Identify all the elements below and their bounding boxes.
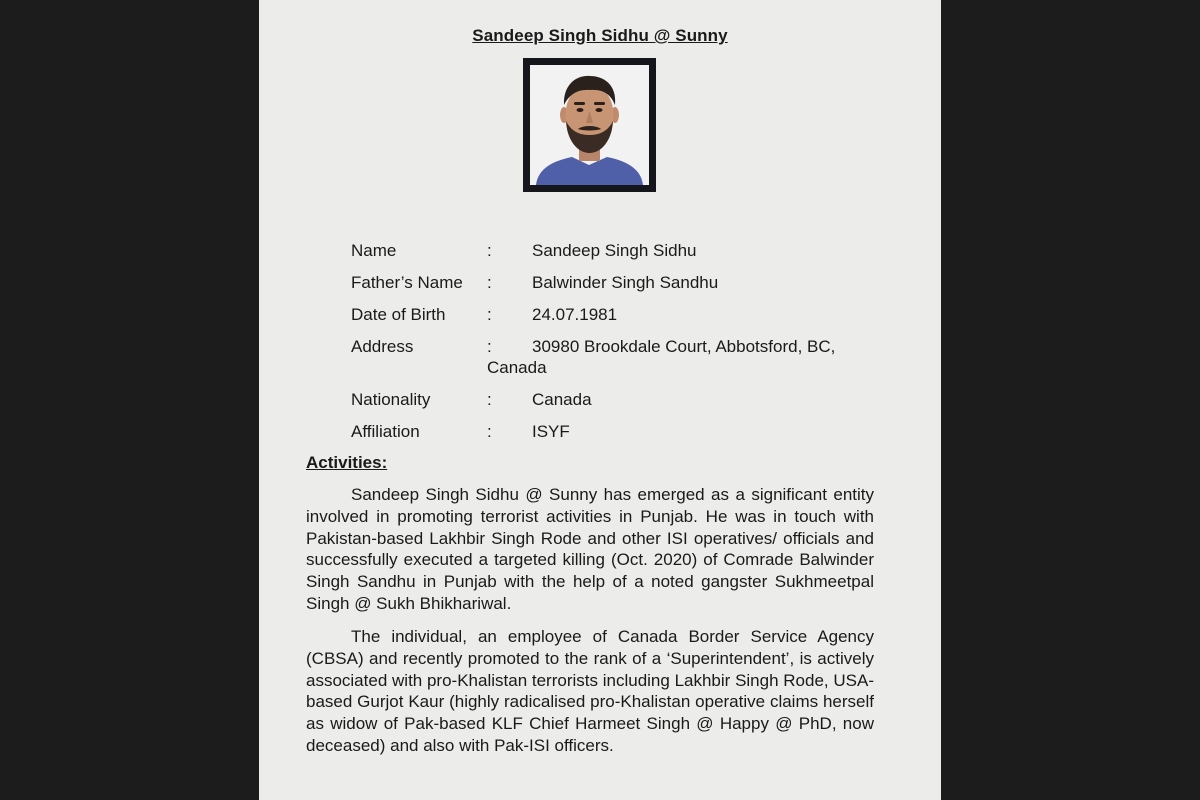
field-colon: :	[487, 305, 492, 324]
field-colon: :	[487, 390, 492, 409]
eyebrow-right	[594, 102, 605, 105]
field-label: Father’s Name	[351, 273, 463, 292]
eye-left	[577, 108, 584, 112]
field-value: Balwinder Singh Sandhu	[532, 273, 719, 292]
field-label: Name	[351, 241, 397, 260]
field-colon: :	[487, 241, 492, 260]
field-label: Date of Birth	[351, 305, 446, 324]
person-portrait-icon	[530, 65, 649, 185]
field-value-continuation: Canada	[487, 358, 547, 377]
field-value: Canada	[532, 390, 592, 409]
field-value: ISYF	[532, 422, 570, 441]
field-label: Affiliation	[351, 422, 420, 441]
field-value: 30980 Brookdale Court, Abbotsford, BC,	[532, 337, 836, 356]
field-value: 24.07.1981	[532, 305, 618, 324]
activities-paragraph-2: The individual, an employee of Canada Border Service Agency (CBSA) and recently promoted to the rank of a ‘Superintendent’, is actively associated with pro-Khalistan terrorists including Lakhbir Singh Rode, USA-based Gurjot Kaur (highly radicalised pro-Khalistan operative claims herself as widow of Pak-based KLF Chief Harmeet Singh @ Happy @ PhD, now deceased) and also with Pak-ISI officers.	[306, 627, 874, 755]
field-colon: :	[487, 273, 492, 292]
document-page	[259, 0, 941, 800]
field-label: Nationality	[351, 390, 431, 409]
field-label: Address	[351, 337, 414, 356]
field-colon: :	[487, 337, 492, 356]
field-value: Sandeep Singh Sidhu	[532, 241, 697, 260]
activities-heading: Activities:	[306, 453, 388, 472]
photo-frame	[523, 58, 656, 192]
document-title: Sandeep Singh Sidhu @ Sunny	[472, 26, 728, 45]
eyebrow-left	[574, 102, 585, 105]
eye-right	[596, 108, 603, 112]
field-colon: :	[487, 422, 492, 441]
activities-paragraph-1: Sandeep Singh Sidhu @ Sunny has emerged as a significant entity involved in promoting terrorist activities in Punjab. He was in touch with Pakistan-based Lakhbir Singh Rode and other ISI operatives/ officials and successfully executed a targeted killing (Oct. 2020) of Comrade Balwinder Singh Sandhu in Punjab with the help of a noted gangster Sukhmeetpal Singh @ Sukh Bhikhariwal.	[306, 485, 874, 613]
